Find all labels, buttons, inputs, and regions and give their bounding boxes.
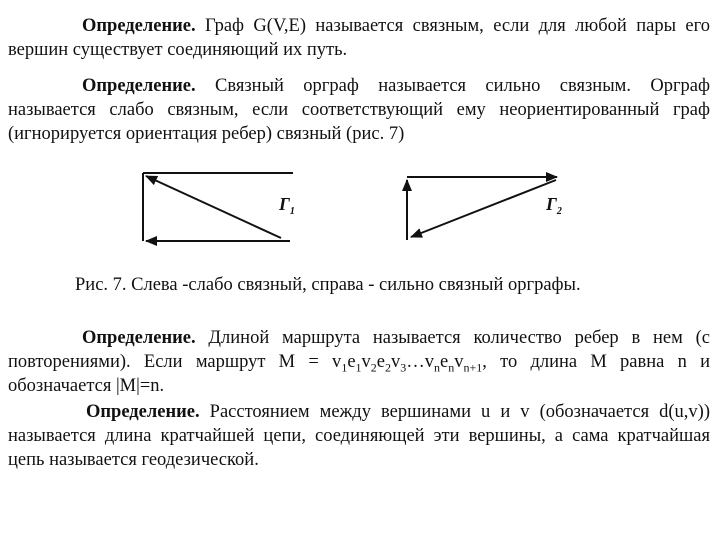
figure-caption: Рис. 7. Слева -слабо связный, справа - сильно связный орграфы.: [75, 275, 581, 295]
formula-part: …v: [406, 352, 434, 372]
formula-part: e: [347, 352, 356, 372]
figure-7-digraphs: [0, 160, 720, 260]
definition-distance: [8, 400, 710, 472]
formula-part: v: [391, 352, 401, 372]
definition-text: Граф G(V,E) называется связным, если для любой пары его вершин существует соединяющий их путь.: [8, 16, 710, 60]
definition-route-length: [8, 326, 710, 398]
subscript: n+1: [463, 360, 483, 375]
subscript: 3: [400, 360, 407, 375]
graph-left: [143, 173, 295, 241]
subscript: n: [448, 360, 455, 375]
definition-term: Определение.: [82, 328, 196, 348]
subscript: 2: [370, 360, 377, 375]
definition-text: Расстоянием между вершинами u и v (обозначается d(u,v)) называется длина кратчайшей цепи, соединяющей эти вершины, а сама кратчайшая цепь называется геодезической.: [8, 402, 710, 470]
graph-right: [407, 177, 562, 240]
subscript: n: [434, 360, 440, 375]
formula-part: e: [376, 352, 385, 372]
edge-diagonal: [146, 176, 281, 238]
subscript: 1: [341, 360, 348, 375]
definition-term: Определение.: [82, 76, 196, 96]
graph-right-label: $Г_2$: [546, 194, 562, 217]
formula-part: v: [454, 352, 464, 372]
definition-strongly-connected: [8, 74, 710, 146]
formula-part: v: [361, 352, 371, 372]
formula-part: e: [440, 352, 449, 372]
graph-left-label: $Г_1$: [279, 194, 295, 217]
definition-text: Длиной маршрута называется количество ребер в нем (с повторениями). Если маршрут M = v: [8, 328, 710, 372]
definition-text: , то длина M равна n и обозначается |M|=n.: [8, 352, 710, 396]
subscript: 2: [385, 360, 391, 375]
definition-connected-graph: [8, 14, 710, 62]
subscript: 1: [355, 360, 362, 375]
definition-term: Определение.: [82, 16, 196, 36]
definition-term: Определение.: [86, 402, 200, 422]
edge-diagonal: [411, 180, 556, 237]
definition-text: Связный орграф называется сильно связным. Орграф называется слабо связным, если соответствующий ему неориентированный граф (игнорируется ориентация ребер) связный (рис. 7): [8, 76, 710, 144]
